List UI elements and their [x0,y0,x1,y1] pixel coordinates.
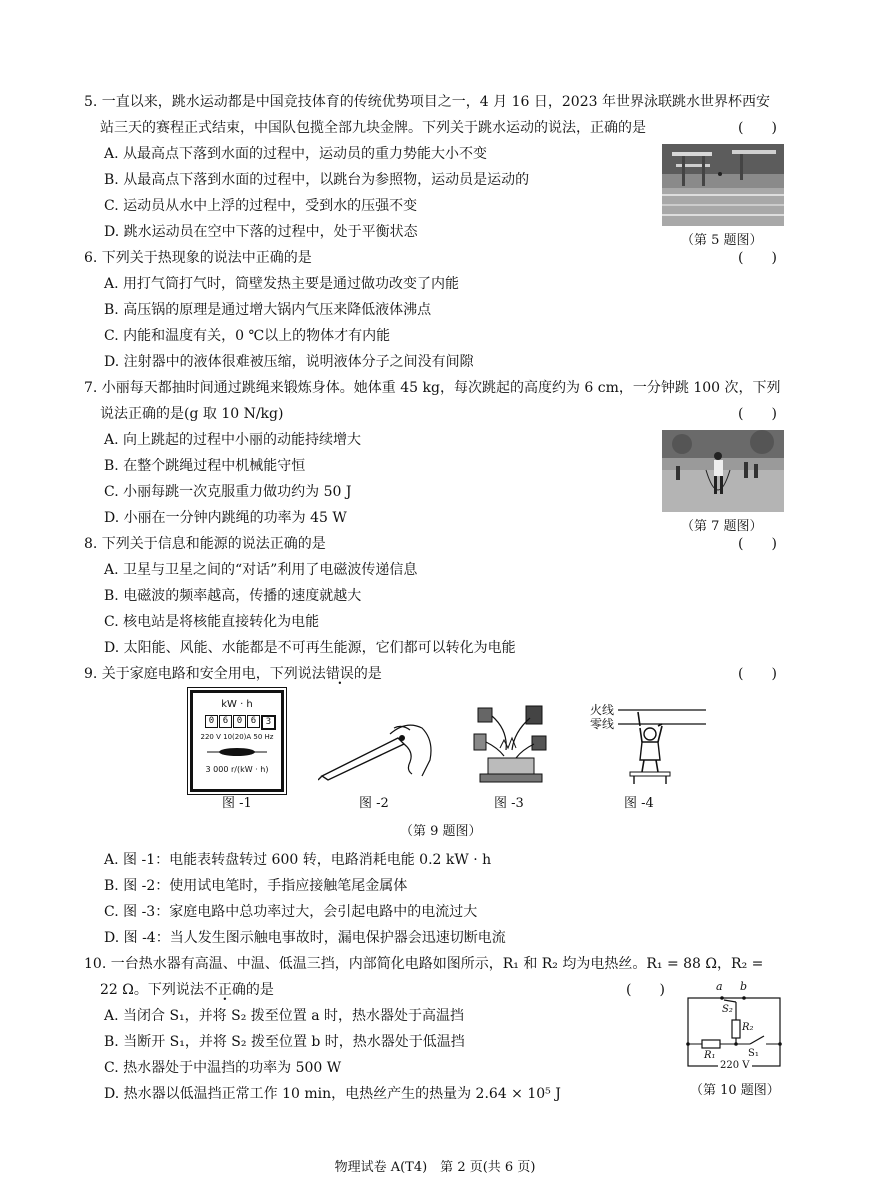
q8-option-c: C. 核电站是将核能直接转化为电能 [104,614,320,630]
q9-emphasis: 错误 [325,666,354,682]
q10-emphasis: 不正确 [203,982,246,998]
fig4-label: 图 -4 [624,796,654,811]
meter-spec: 220 V 10(20)A 50 Hz [200,733,274,741]
meter-revolutions: 3 000 r/(kW · h) [205,765,269,774]
q5-option-b: B. 从最高点下落到水面的过程中，以跳台为参照物，运动员是运动的 [104,172,530,188]
meter-unit: kW · h [221,699,253,710]
q10-option-d: D. 热水器以低温挡正常工作 10 min，电热丝产生的热量为 2.64 × 10⁵ J [104,1086,561,1102]
electric-meter-figure [190,690,284,792]
live-wire-label: 火线 [590,703,615,717]
q5-stem-line2: 站三天的赛程正式结束，中国队包揽全部九块金牌。下列关于跳水运动的说法，正确的是 [100,120,646,136]
q6-stem: 6. 下列关于热现象的说法中正确的是 [84,250,312,266]
q9-option-c: C. 图 -3：家庭电路中总功率过大，会引起电路中的电流过大 [104,904,478,920]
test-pen-hand-icon [318,716,436,786]
circuit-label-r2: R₂ [742,1022,754,1033]
meter-disc-icon [207,745,267,759]
circuit-label-s1: S₁ [748,1048,759,1059]
q7-stem-line2: 说法正确的是(g 取 10 N/kg) [100,406,284,422]
circuit-label-a: a [716,980,723,993]
fig1-label: 图 -1 [222,796,252,811]
q5-figure-caption: （第 5 题图） [681,233,763,248]
q5-answer-paren: ( ) [738,120,777,136]
q5-diving-photo [662,144,784,226]
q10-stem-line2: 22 Ω。下列说法不正确的是 [100,982,274,998]
q7-option-d: D. 小丽在一分钟内跳绳的功率为 45 W [104,510,347,526]
q7-option-b: B. 在整个跳绳过程中机械能守恒 [104,458,306,474]
q8-option-b: B. 电磁波的频率越高，传播的速度就越大 [104,588,362,604]
q9-option-b: B. 图 -2：使用试电笔时，手指应接触笔尾金属体 [104,878,408,894]
q9-answer-paren: ( ) [738,666,777,682]
q10-answer-paren: ( ) [626,982,665,998]
q6-option-b: B. 高压锅的原理是通过增大锅内气压来降低液体沸点 [104,302,432,318]
page-footer: 物理试卷 A(T4) 第 2 页(共 6 页) [334,1160,536,1175]
q6-option-c: C. 内能和温度有关，0 ℃以上的物体才有内能 [104,328,391,344]
q10-figure-caption: （第 10 题图） [690,1083,780,1098]
circuit-label-s2: S₂ [722,1004,733,1015]
q10-option-c: C. 热水器处于中温挡的功率为 500 W [104,1060,342,1076]
meter-digits: 0 6 0 6 3 [205,715,276,730]
q7-answer-paren: ( ) [738,406,777,422]
q7-stem-line1: 7. 小丽每天都抽时间通过跳绳来锻炼身体。她体重 45 kg，每次跳起的高度约为 6 cm，一分钟跳 100 次，下列 [84,380,781,396]
neutral-wire-label: 零线 [590,717,615,731]
q6-option-d: D. 注射器中的液体很难被压缩，说明液体分子之间没有间隙 [104,354,474,370]
fig3-label: 图 -3 [494,796,524,811]
q5-option-a: A. 从最高点下落到水面的过程中，运动员的重力势能大小不变 [104,146,488,162]
q9-figure-caption: （第 9 题图） [400,824,482,839]
q7-figure-caption: （第 7 题图） [681,519,763,534]
q8-stem: 8. 下列关于信息和能源的说法正确的是 [84,536,326,552]
q8-answer-paren: ( ) [738,536,777,552]
circuit-label-voltage: 220 V [720,1060,750,1071]
jump-rope-icon [662,430,784,512]
q6-option-a: A. 用打气筒打气时，筒壁发热主要是通过做功改变了内能 [104,276,460,292]
q8-option-a: A. 卫星与卫星之间的“对话”利用了电磁波传递信息 [104,562,418,578]
fig2-label: 图 -2 [359,796,389,811]
diving-platform-icon [662,144,784,226]
q5-option-d: D. 跳水运动员在空中下落的过程中，处于平衡状态 [104,224,418,240]
q9-stem: 9. 关于家庭电路和安全用电，下列说法错误的是 [84,666,382,682]
q9-option-d: D. 图 -4：当人发生图示触电事故时，漏电保护器会迅速切断电流 [104,930,506,946]
q7-option-c: C. 小丽每跳一次克服重力做功约为 50 J [104,484,352,500]
circuit-label-r1: R₁ [704,1050,716,1061]
shock-person-icon [618,700,708,786]
q5-stem-line1: 5. 一直以来，跳水运动都是中国竞技体育的传统优势项目之一，4 月 16 日，2023 年世界泳联跳水世界杯西安 [84,94,770,110]
q10-option-a: A. 当闭合 S₁，并将 S₂ 拨至位置 a 时，热水器处于高温挡 [104,1008,465,1024]
q7-option-a: A. 向上跳起的过程中小丽的动能持续增大 [104,432,362,448]
q7-jump-rope-photo [662,430,784,512]
q8-option-d: D. 太阳能、风能、水能都是不可再生能源，它们都可以转化为电能 [104,640,516,656]
overloaded-socket-icon [470,704,552,786]
circuit-label-b: b [740,980,748,993]
q10-circuit-diagram [684,980,784,1076]
q6-answer-paren: ( ) [738,250,777,266]
q10-option-b: B. 当断开 S₁，并将 S₂ 拨至位置 b 时，热水器处于低温挡 [104,1034,465,1050]
q9-option-a: A. 图 -1：电能表转盘转过 600 转，电路消耗电能 0.2 kW · h [104,852,492,868]
q10-stem-line1: 10. 一台热水器有高温、中温、低温三挡，内部简化电路如图所示，R₁ 和 R₂ 均为电热丝。R₁ = 88 Ω，R₂ = [84,956,764,972]
q5-option-c: C. 运动员从水中上浮的过程中，受到水的压强不变 [104,198,418,214]
